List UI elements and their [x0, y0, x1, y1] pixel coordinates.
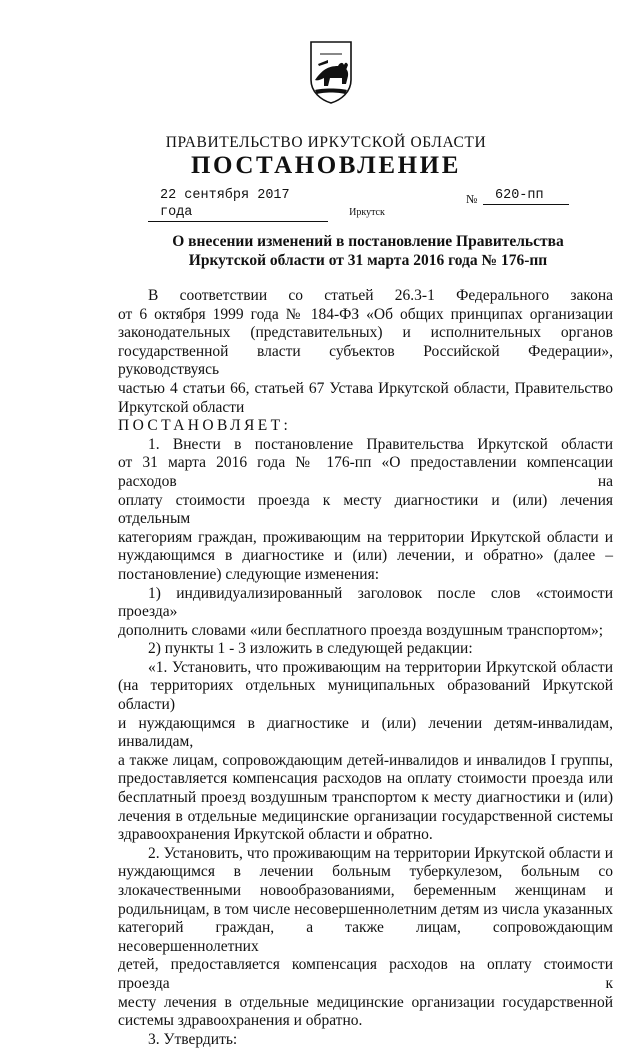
- document-number: 620-пп: [483, 187, 569, 205]
- body-line: лечения в отдельные медицинские организации государственной системы: [118, 807, 613, 825]
- body-line: Иркутской области: [118, 398, 245, 416]
- body-line: 2) пункты 1 - 3 изложить в следующей редакции:: [148, 640, 473, 658]
- body-line: 1) индивидуализированный заголовок после слов «стоимости проезда»: [118, 584, 613, 621]
- document-title: [118, 232, 618, 270]
- number-sign: №: [466, 192, 478, 206]
- body-line: постановление) следующие изменения:: [118, 565, 380, 583]
- decree-word: ПОСТАНОВЛЯЕТ:: [118, 417, 292, 435]
- body-line: категорий граждан, а также лицам, сопровождающим несовершеннолетних: [118, 919, 613, 955]
- body-line: В соответствии со статьей 26.3-1 Федерального закона: [148, 287, 613, 304]
- body-line: 2. Установить, что проживающим на территории Иркутской области и: [148, 844, 613, 862]
- body-line: здравоохранения Иркутской области и обратно.: [118, 826, 433, 844]
- body-line: оплату стоимости проезда к месту диагностики и (или) лечения отдельным: [118, 491, 613, 528]
- body-line: злокачественными новообразованиями, беременным женщинам и: [118, 882, 613, 899]
- document-date: 22 сентября 2017 года: [148, 187, 328, 222]
- irkutsk-coat-of-arms-icon: [308, 40, 354, 104]
- body-line: а также лицам, сопровождающим детей-инвалидов и инвалидов I группы,: [118, 751, 613, 769]
- body-line: от 31 марта 2016 года № 176-пп «О предоставлении компенсации расходов на: [118, 454, 613, 490]
- title-line: О внесении изменений в постановление Правительства: [172, 233, 564, 250]
- body-line: месту лечения в отдельные медицинские организации государственной: [118, 993, 613, 1011]
- body-line: системы здравоохранения и обратно.: [118, 1012, 363, 1030]
- body-line: 3. Утвердить:: [148, 1030, 238, 1048]
- body-line: предоставляется компенсация расходов на оплату стоимости проезда или: [118, 770, 613, 788]
- body-line: частью 4 статьи 66, статьей 67 Устава Иркутской области, Правительство: [118, 379, 613, 397]
- body-line: и нуждающимся в диагностике и (или) лечении детям-инвалидам, инвалидам,: [118, 714, 613, 751]
- body-line: от 6 октября 1999 года № 184-ФЗ «Об общих принципах организации: [118, 305, 613, 323]
- body-line: родильницам, в том числе несовершеннолетним детям из числа указанных: [118, 900, 613, 918]
- document-city: Иркутск: [349, 207, 385, 218]
- body-line: категориям граждан, проживающим на территории Иркутской области и: [118, 528, 613, 546]
- body-line: нуждающимся в диагностике и (или) лечении, и обратно» (далее –: [118, 547, 613, 565]
- body-line: дополнить словами «или бесплатного проезда воздушным транспортом»;: [118, 621, 604, 639]
- body-line: детей, предоставляется компенсация расходов на оплату стоимости проезда к: [118, 956, 613, 992]
- government-name: ПРАВИТЕЛЬСТВО ИРКУТСКОЙ ОБЛАСТИ: [165, 134, 487, 151]
- body-line: законодательных (представительных) и исполнительных органов: [118, 324, 613, 342]
- body-line: нуждающимся в лечении больным туберкулезом, больным со: [118, 863, 613, 881]
- body-line: 1. Внести в постановление Правительства Иркутской области: [148, 435, 613, 453]
- body-line: государственной власти субъектов Российской Федерации», руководствуясь: [118, 342, 613, 379]
- title-line: Иркутской области от 31 марта 2016 года № 176-пп: [188, 252, 548, 269]
- body-line: (на территориях отдельных муниципальных образований Иркутской области): [118, 677, 613, 714]
- document-type: ПОСТАНОВЛЕНИЕ: [190, 152, 462, 179]
- body-line: бесплатный проезд воздушным транспортом к месту диагностики и (или): [118, 789, 613, 807]
- document-body: [118, 287, 613, 1049]
- body-line: «1. Установить, что проживающим на территории Иркутской области: [148, 658, 613, 676]
